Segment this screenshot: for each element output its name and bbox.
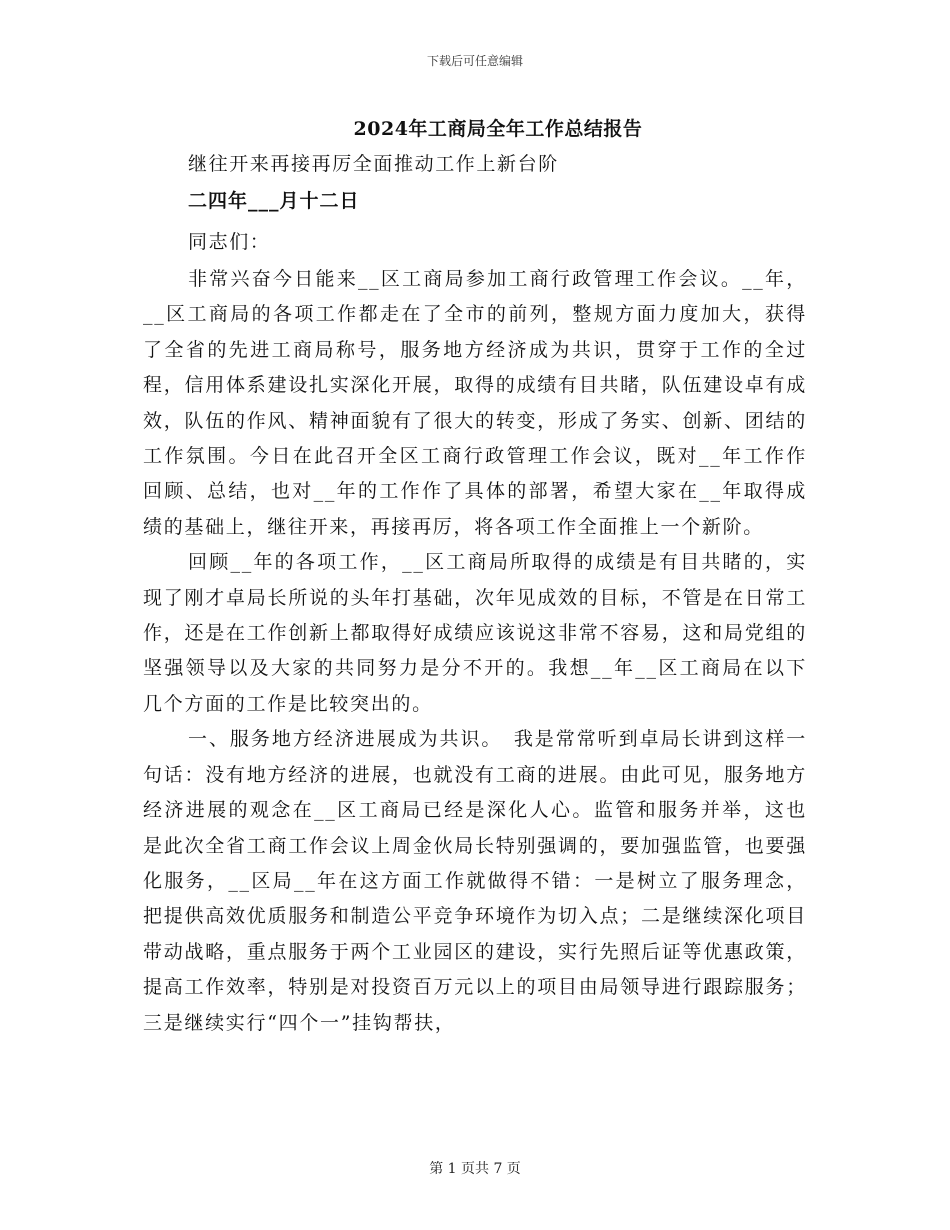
paragraph-1: 非常兴奋今日能来__区工商局参加工商行政管理工作会议。__年，__区工商局的各项工作都走在了全市的前列，整规方面力度加大，获得了全省的先进工商局称号，服务地方经济成为共识，贯穿于工作的全过程，信用体系建设扎实深化开展，取得的成绩有目共睹，队伍建设卓有成效，队伍的作风、精神面貌有了很大的转变，形成了务实、创新、团结的工作氛围。今日在此召开全区工商行政管理工作会议，既对__年工作作回顾、总结，也对__年的工作作了具体的部署，希望大家在__年取得成绩的基础上，继往开来，再接再厉，将各项工作全面推上一个新阶。 [143, 268, 807, 538]
paragraph-2: 回顾__年的各项工作，__区工商局所取得的成绩是有目共睹的，实现了刚才卓局长所说的头年打基础，次年见成效的目标，不管是在日常工作，还是在工作创新上都取得好成绩应该说这非常不容易，这和局党组的坚强领导以及大家的共同努力是分不开的。我想__年__区工商局在以下几个方面的工作是比较突出的。 [143, 551, 807, 715]
document-subtitle: 继往开来再接再厉全面推动工作上新台阶 [188, 153, 559, 175]
document-title: 2024年工商局全年工作总结报告 [353, 118, 643, 140]
page-header: 下载后可任意编辑 [426, 54, 523, 68]
paragraph-3: 一、服务地方经济进展成为共识。 我是常常听到卓局长讲到这样一句话：没有地方经济的进展，也就没有工商的进展。由此可见，服务地方经济进展的观念在__区工商局已经是深化人心。监管和服务并举，这也是此次全省工商工作会议上周金伙局长特别强调的，要加强监管，也要强化服务，__区局__年在这方面工作就做得不错：一是树立了服务理念，把提供高效优质服务和制造公平竞争环境作为切入点；二是继续深化项目带动战略，重点服务于两个工业园区的建设，实行先照后证等优惠政策，提高工作效率，特别是对投资百万元以上的项目由局领导进行跟踪服务；三是继续实行“四个一”挂钩帮扶， [143, 728, 807, 1034]
page-footer: 第 1 页共 7 页 [429, 1161, 521, 1177]
document-body [143, 262, 807, 1041]
document-date: 二四年___月十二日 [188, 190, 360, 212]
salutation: 同志们： [188, 231, 271, 253]
